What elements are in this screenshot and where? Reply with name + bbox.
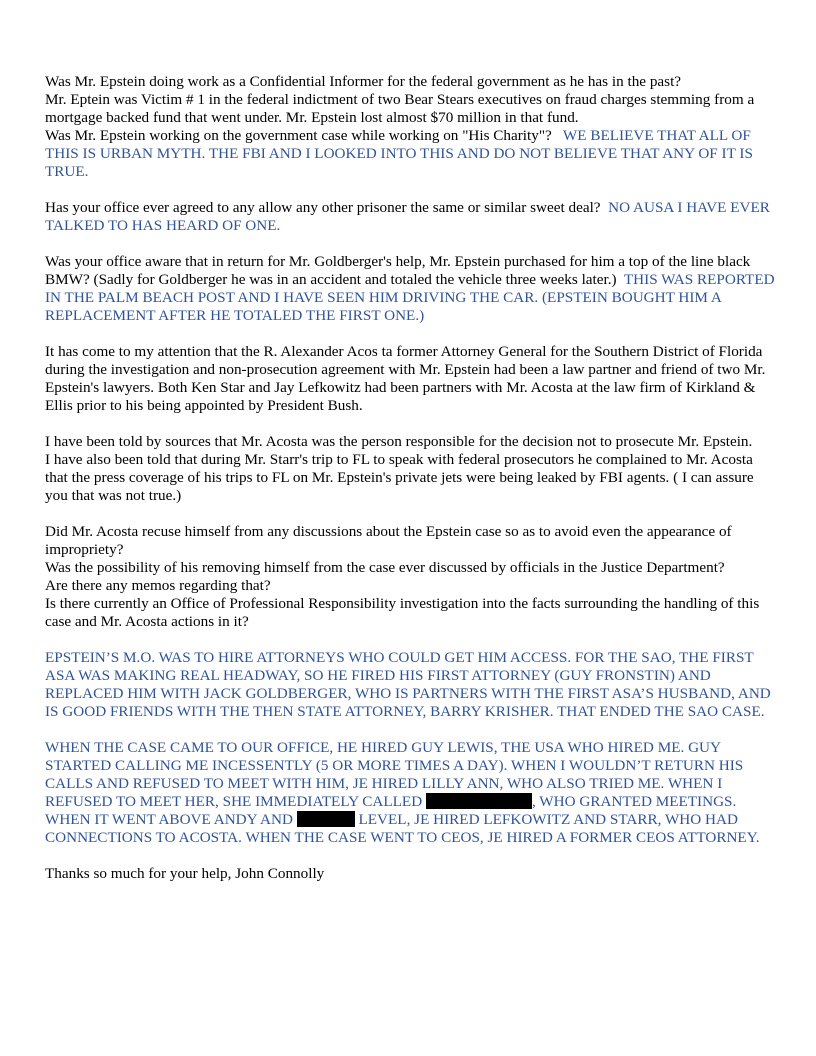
statement-text: I have been told by sources that Mr. Acosta was the person responsible for the decision not to prosecute Mr. Epstein. <box>45 433 753 450</box>
response-epstein-mo: EPSTEIN’S M.O. WAS TO HIRE ATTORNEYS WHO COULD GET HIM ACCESS. FOR THE SAO, THE FIRST ASA WAS MAKING REAL HEADWAY, SO HE FIRED HIS FIRST ATTORNEY (GUY FRONSTIN) AND REPLACED HIM WITH JACK GOLDBERGER, WHO IS PARTNERS WITH THE FIRST ASA’S HUSBAND, AND IS GOOD FRIENDS WITH THE THEN STATE ATTORNEY, BARRY KRISHER. THAT ENDED THE SAO CASE. <box>45 649 771 720</box>
response-text: NO AUSA I HAVE EVER TALKED TO HAS HEARD OF ONE. <box>45 199 770 234</box>
paragraph-recusal-questions <box>45 523 775 631</box>
question-text: Did Mr. Acosta recuse himself from any discussions about the Epstein case so as to avoid even the appearance of impropriety? <box>45 523 732 558</box>
question-text: Was the possibility of his removing himself from the case ever discussed by officials in the Justice Department? <box>45 559 725 576</box>
response-text: THIS WAS REPORTED IN THE PALM BEACH POST AND I HAVE SEEN HIM DRIVING THE CAR. (EPSTEIN BOUGHT HIM A REPLACEMENT AFTER HE TOTALED THE FIRST ONE.) <box>45 271 775 324</box>
question-text: Was Mr. Epstein doing work as a Confidential Informer for the federal government as he has in the past? <box>45 73 682 90</box>
closing-signature: Thanks so much for your help, John Connolly <box>45 865 325 882</box>
response-text: WE BELIEVE THAT ALL OF THIS IS URBAN MYTH. THE FBI AND I LOOKED INTO THIS AND DO NOT BELIEVE THAT ANY OF IT IS TRUE. <box>45 127 753 180</box>
redaction-block <box>426 793 532 809</box>
paragraph-acosta-partner: It has come to my attention that the R. Alexander Acos ta former Attorney General for the Southern District of Florida during the investigation and non-prosecution agreement with Mr. Epstein had been a law partner and friend of two Mr. Epstein's lawyers. Both Ken Star and Jay Lefkowitz had been partners with Mr. Acosta at the law firm of Kirkland & Ellis prior to his being appointed by President Bush. <box>45 343 766 414</box>
question-informer <box>45 73 775 181</box>
question-text: Are there any memos regarding that? <box>45 577 271 594</box>
statement-text: I have also been told that during Mr. Starr's trip to FL to speak with federal prosecutors he complained to Mr. Acosta that the press coverage of his trips to FL on Mr. Epstein's private jets were being leaked by FBI agents. ( I can assure you that was not true.) <box>45 451 754 504</box>
question-sweet-deal <box>45 199 775 235</box>
response-text: , WHO GRANTED MEETINGS. WHEN IT WENT ABOVE ANDY AND <box>45 793 737 828</box>
redaction-block <box>297 811 355 827</box>
question-text: Is there currently an Office of Professional Responsibility investigation into the facts surrounding the handling of this case and Mr. Acosta actions in it? <box>45 595 760 630</box>
response-text: WHEN THE CASE CAME TO OUR OFFICE, HE HIRED GUY LEWIS, THE USA WHO HIRED ME. GUY STARTED CALLING ME INCESSENTLY (5 OR MORE TIMES A DAY). WHEN I WOULDN’T RETURN HIS CALLS AND REFUSED TO MEET WITH HIM, JE HIRED LILLY ANN, WHO ALSO TRIED ME. WHEN I REFUSED TO MEET HER, SHE IMMEDIATELY CALLED <box>45 739 744 810</box>
question-text: Was your office aware that in return for Mr. Goldberger's help, Mr. Epstein purchased for him a top of the line black BMW? (Sadly for Goldberger he was in an accident and totaled the vehicle three weeks later.) <box>45 253 751 288</box>
question-text: Mr. Eptein was Victim # 1 in the federal indictment of two Bear Stears executives on fraud charges stemming from a mortgage backed fund that went under. Mr. Epstein lost almost $70 million in that fund. <box>45 91 755 126</box>
paragraph-sources <box>45 433 775 505</box>
question-text: Has your office ever agreed to any allow any other prisoner the same or similar sweet deal? <box>45 199 601 216</box>
response-text: LEVEL, JE HIRED LEFKOWITZ AND STARR, WHO HAD CONNECTIONS TO ACOSTA. WHEN THE CASE WENT TO CEOS, JE HIRED A FORMER CEOS ATTORNEY. <box>45 811 760 846</box>
question-text: Was Mr. Epstein working on the government case while working on "His Charity"? <box>45 127 552 144</box>
response-case-history <box>45 739 775 847</box>
question-bmw <box>45 253 775 325</box>
document-body <box>45 73 775 883</box>
